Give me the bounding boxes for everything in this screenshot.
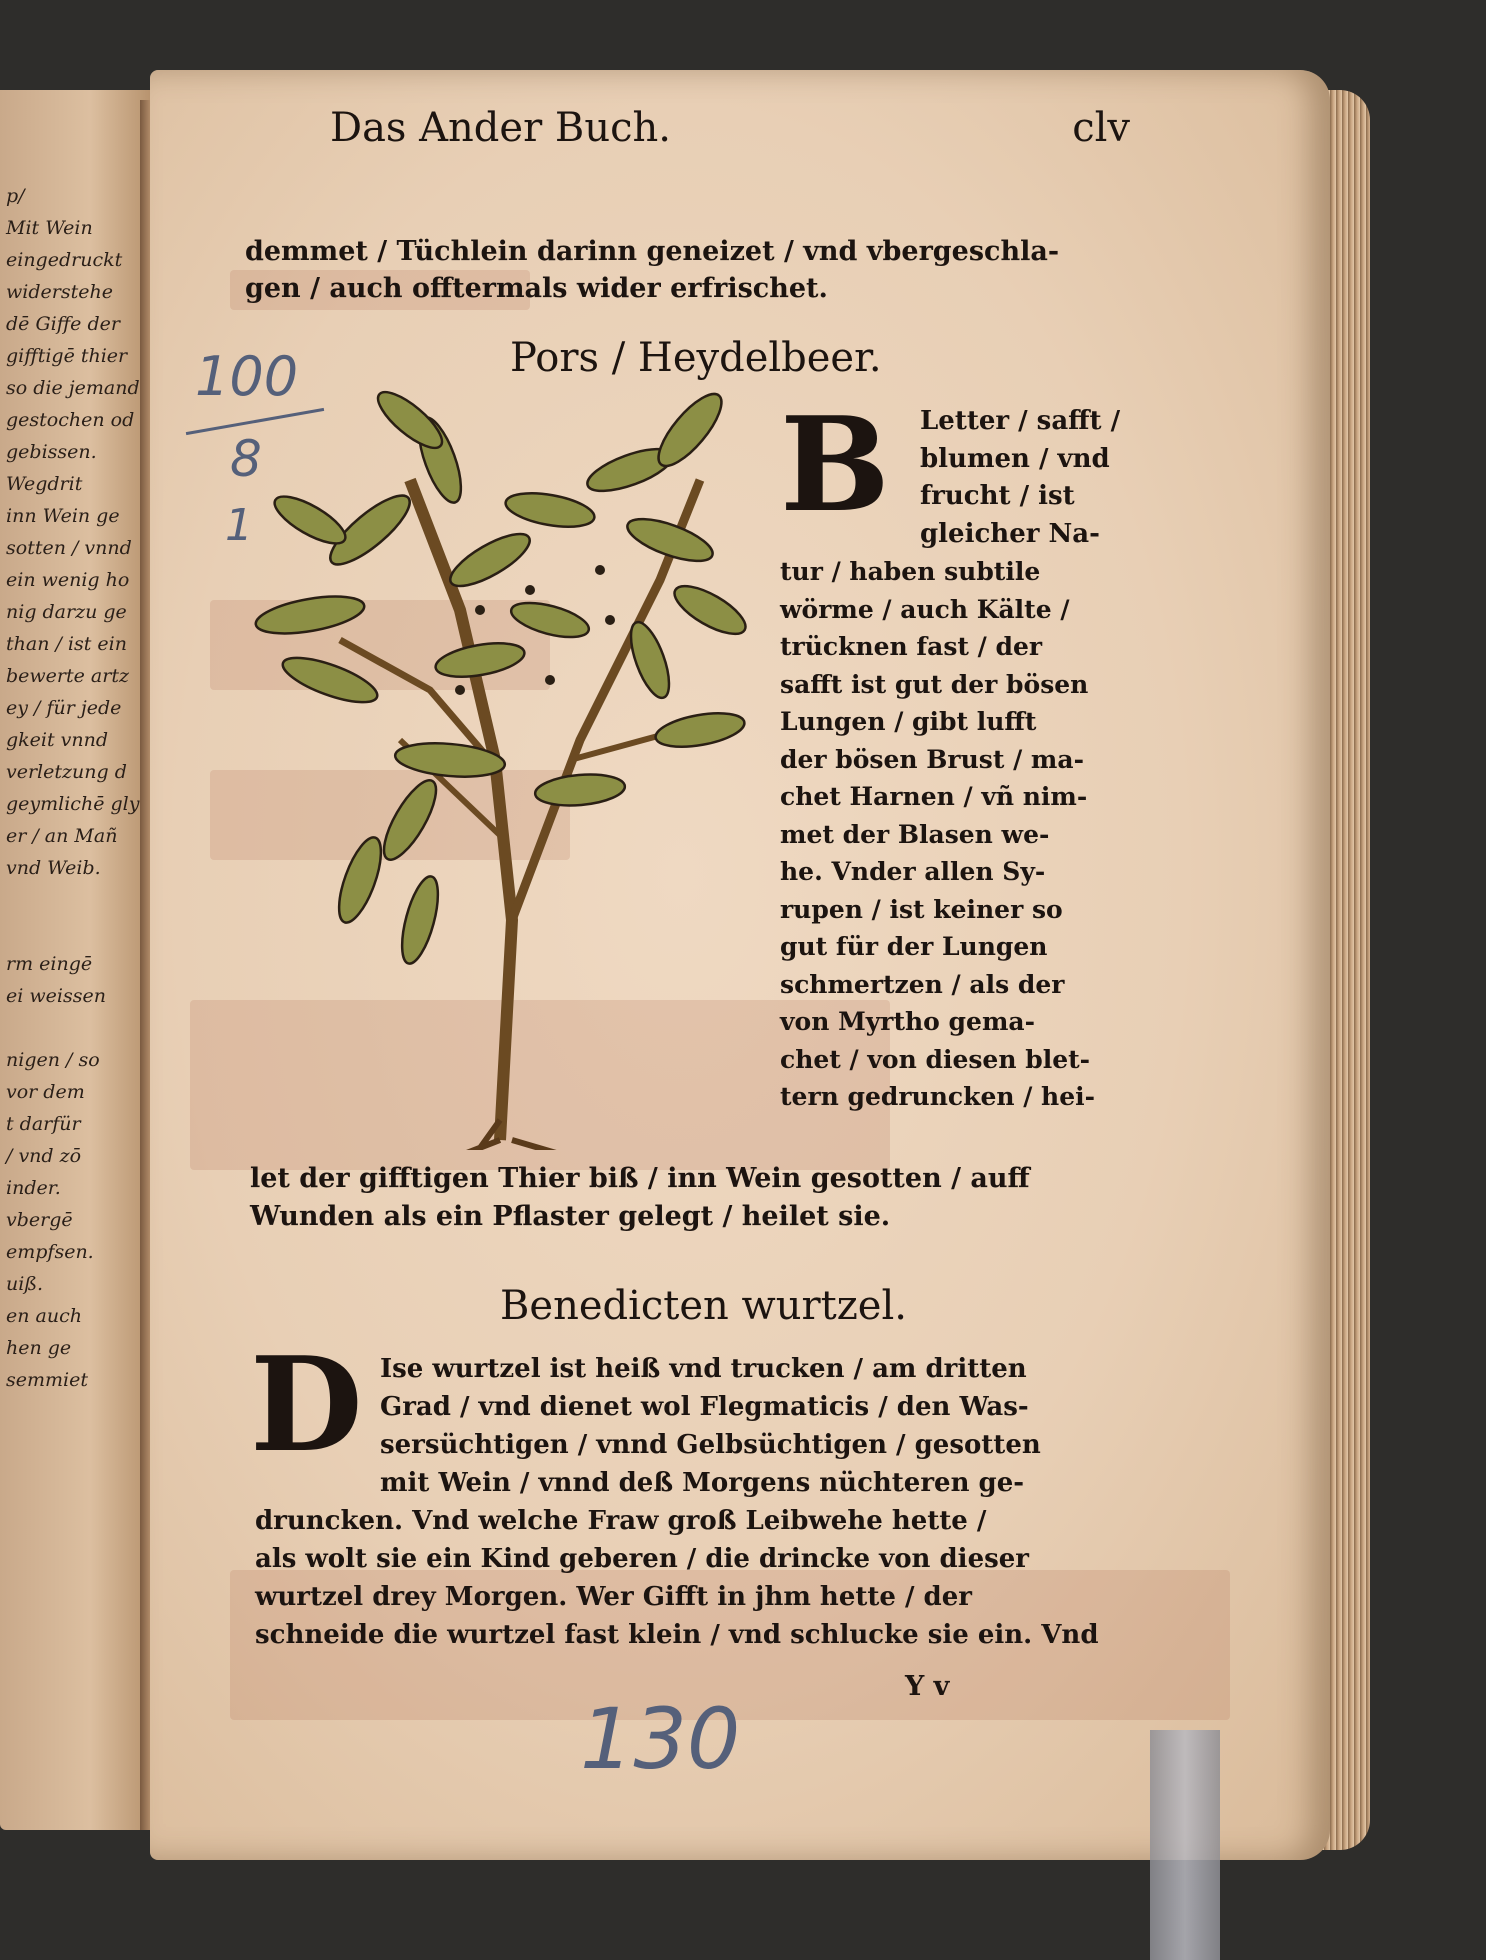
section-heading: Pors / Heydelbeer.: [510, 335, 882, 381]
left-page-text: [6, 180, 144, 1396]
bookmark-ribbon: [1150, 1730, 1220, 1960]
left-page-line: inder.: [6, 1177, 61, 1199]
left-page-line: [6, 884, 144, 916]
left-page-line: ein wenig ho: [6, 569, 130, 591]
left-page-line: nig darzu ge: [6, 601, 127, 623]
pencil-fraction-tail: 1: [225, 500, 253, 551]
left-page: [0, 90, 150, 1830]
text-line: druncken. Vnd welche Fraw groß Leibwehe hette /: [255, 1506, 987, 1536]
text-line: gut für der Lungen: [780, 932, 1048, 961]
left-page-line: than / ist ein: [6, 633, 127, 655]
left-page-line: t darfür: [6, 1113, 81, 1135]
running-title: Das Ander Buch.: [330, 105, 671, 151]
left-page-line: nigen / so: [6, 1049, 100, 1071]
text-line: gleicher Na-: [920, 518, 1100, 549]
text-line: tur / haben subtile: [780, 557, 1041, 586]
left-page-line: p/: [6, 185, 25, 207]
text-line: von Myrtho gema-: [780, 1007, 1035, 1036]
left-page-line: Mit Wein: [6, 217, 93, 239]
left-page-line: vbergē: [6, 1209, 73, 1231]
pencil-fraction-top: 100: [195, 345, 299, 408]
text-line: safft ist gut der bösen: [780, 669, 1089, 699]
left-page-line: empfsen.: [6, 1241, 94, 1263]
left-page-line: ei weissen: [6, 985, 106, 1007]
left-page-line: dē Giffe der: [6, 313, 120, 335]
text-line: wörme / auch Kälte /: [780, 594, 1070, 624]
left-page-line: rm eingē: [6, 953, 93, 975]
text-line: tern gedruncken / hei-: [780, 1082, 1096, 1111]
drop-initial: B: [780, 388, 890, 541]
left-page-line: gestochen od: [6, 409, 135, 431]
text-line: Wunden als ein Pflaster gelegt / heilet sie.: [250, 1201, 891, 1232]
text-line: demmet / Tüchlein darinn geneizet / vnd vbergeschla-: [245, 236, 1060, 267]
text-line: blumen / vnd: [920, 443, 1110, 474]
left-page-line: gebissen.: [6, 441, 97, 463]
left-page-line: ey / für jede: [6, 697, 122, 719]
left-page-line: bewerte artz: [6, 665, 129, 687]
text-line: sersüchtigen / vnnd Gelbsüchtigen / gesotten: [380, 1430, 1041, 1460]
running-header: [330, 105, 1130, 151]
pencil-fraction-bottom: 8: [230, 430, 262, 488]
section-heading: Benedicten wurtzel.: [500, 1283, 907, 1329]
woodcut-plant-illustration: [250, 360, 770, 1150]
left-page-line: [6, 1012, 144, 1044]
text-line: als wolt sie ein Kind geberen / die drincke von dieser: [255, 1544, 1029, 1574]
text-line: Grad / vnd dienet wol Flegmaticis / den Was-: [380, 1392, 1029, 1422]
left-page-line: widerstehe: [6, 281, 113, 303]
left-page-line: verletzung d: [6, 761, 127, 783]
left-page-line: eingedruckt: [6, 249, 123, 271]
text-line: chet / von diesen blet-: [780, 1044, 1091, 1074]
text-line: schmertzen / als der: [780, 969, 1065, 999]
text-line: der bösen Brust / ma-: [780, 744, 1084, 774]
text-line: let der gifftigen Thier biß / inn Wein gesotten / auff: [250, 1163, 1030, 1194]
text-line: met der Blasen we-: [780, 819, 1050, 849]
left-page-line: [6, 916, 144, 948]
left-page-line: semmiet: [6, 1369, 88, 1391]
drop-initial: D: [250, 1328, 363, 1481]
left-page-line: inn Wein ge: [6, 505, 120, 527]
left-page-line: / vnd zō: [6, 1145, 82, 1167]
text-line: he. Vnder allen Sy-: [780, 857, 1046, 886]
text-line: mit Wein / vnnd deß Morgens nüchteren ge-: [380, 1468, 1025, 1498]
left-page-line: vor dem: [6, 1081, 85, 1103]
text-line: trücknen fast / der: [780, 632, 1043, 661]
left-page-line: hen ge: [6, 1337, 72, 1359]
text-line: Letter / safft /: [920, 406, 1121, 436]
text-line: schneide die wurtzel fast klein / vnd schlucke sie ein. Vnd: [255, 1620, 1099, 1650]
text-line: frucht / ist: [920, 481, 1075, 511]
text-line: gen / auch offtermals wider erfrischet.: [245, 273, 828, 304]
text-line: rupen / ist keiner so: [780, 894, 1063, 924]
left-page-line: gifftigē thier: [6, 345, 128, 367]
text-line: chet Harnen / vñ nim-: [780, 782, 1088, 811]
left-page-line: Wegdrit: [6, 473, 83, 495]
text-line: Lungen / gibt lufft: [780, 707, 1037, 736]
left-page-line: uiß.: [6, 1273, 44, 1295]
text-line: Ise wurtzel ist heiß vnd trucken / am dritten: [380, 1354, 1027, 1384]
text-line: wurtzel drey Morgen. Wer Gifft in jhm hette / der: [255, 1582, 972, 1612]
left-page-line: gkeit vnnd: [6, 729, 109, 751]
left-page-line: so die jemand: [6, 377, 140, 399]
left-page-line: vnd Weib.: [6, 857, 101, 879]
left-page-line: en auch: [6, 1305, 82, 1327]
left-page-line: geymlichē gly: [6, 793, 140, 815]
signature-mark: Y v: [905, 1671, 950, 1702]
left-page-line: sotten / vnnd: [6, 537, 132, 559]
left-page-line: er / an Mañ: [6, 825, 118, 847]
folio-number: clv: [1072, 105, 1130, 151]
pencil-bottom-number: 130: [580, 1690, 741, 1788]
